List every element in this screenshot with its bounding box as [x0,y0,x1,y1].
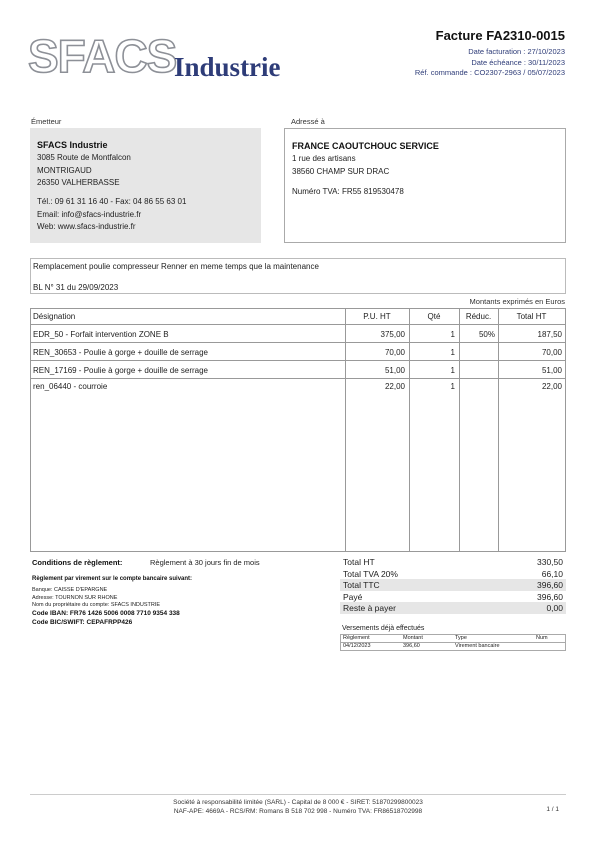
total-row [340,556,566,568]
payments-header-amount: Montant [403,635,423,641]
total-row [340,568,566,580]
row-designation: REN_30653 - Poulie à gorge + douille de serrage [33,348,209,357]
total-value: 396,60 [537,591,563,602]
row-quantity: 1 [450,366,455,375]
bank-transfer-title: Règlement par virement sur le compte bancaire suivant: [32,576,193,582]
table-row [31,343,565,361]
header-discount: Réduc. [465,312,492,321]
total-label: Reste à payer [343,603,396,613]
payment-type: Virement bancaire [455,643,500,649]
row-designation: EDR_50 - Forfait intervention ZONE B [33,330,169,339]
delivery-note-ref: BL N° 31 du 29/09/2023 [33,283,119,292]
logo-mark: SFACS [28,30,177,82]
issuer-address [37,152,131,190]
legal-footer [30,798,566,816]
total-value: 0,00 [546,603,563,613]
invoice-lines-table [30,308,566,552]
invoice-due-date: Date échéance : 30/11/2023 [471,57,565,67]
header-total: Total HT [516,312,547,321]
row-quantity: 1 [450,382,455,391]
total-row [340,579,566,591]
logo-word: Industrie [174,52,281,82]
bank-address: Adresse: TOURNON SUR RHONE [32,594,118,601]
currency-note: Montants exprimés en Euros [469,297,565,306]
client-name: FRANCE CAOUTCHOUC SERVICE [292,141,439,151]
row-designation: ren_06440 - courroie [33,382,108,391]
row-unit-price: 51,00 [384,366,405,375]
client-label: Adressé à [291,117,325,126]
client-address [292,153,389,178]
payments-header [341,635,565,643]
table-row [31,379,565,397]
total-row [340,591,566,603]
client-box [284,128,566,243]
table-row [31,361,565,379]
payments-header-type: Type [455,635,467,641]
total-value: 396,60 [537,580,563,590]
legal-line: Société à responsabilité limitée (SARL) - Capital de 8 000 € - SIRET: 51870299800023 [173,799,423,806]
issuer-box [30,128,261,243]
footer-divider [30,794,566,795]
row-unit-price: 70,00 [384,348,405,357]
total-label: Total TTC [343,580,380,590]
bank-codes [32,610,180,627]
total-row [340,602,566,614]
header-quantity: Qté [427,312,441,321]
payment-terms-value: Règlement à 30 jours fin de mois [150,558,260,567]
totals-block [340,556,566,614]
row-total: 22,00 [541,382,562,391]
page-number: 1 / 1 [546,806,559,813]
payments-title: Versements déjà effectués [342,625,425,632]
row-unit-price: 22,00 [384,382,405,391]
legal-line: NAF-APE: 4669A - RCS/RM: Romans B 518 702 998 - Numéro TVA: FR86518702998 [173,808,423,815]
client-vat-number: Numéro TVA: FR55 819530478 [292,187,404,196]
row-quantity: 1 [450,348,455,357]
payments-table [340,634,566,651]
account-owner: Nom du propriétaire du compte: SFACS INDUSTRIE [32,602,161,608]
payment-terms-label: Conditions de règlement: [32,558,123,567]
row-designation: REN_17169 - Poulie à gorge + douille de serrage [33,366,209,375]
invoice-title: Facture FA2310-0015 [435,28,565,43]
issuer-email: Email: info@sfacs-industrie.fr [37,209,142,219]
row-unit-price: 375,00 [380,330,405,339]
row-quantity: 1 [450,330,455,339]
issuer-name: SFACS Industrie [37,140,108,150]
row-total: 51,00 [541,366,562,375]
row-total: 70,00 [541,348,562,357]
issuer-address-line: 3085 Route de Montfalcon [37,153,131,162]
invoice-meta [415,47,565,79]
issuer-phone: Tél.: 09 61 31 16 40 - Fax: 04 86 55 63 01 [37,197,187,206]
total-label: Total HT [343,557,375,567]
row-total: 187,50 [537,330,562,339]
total-label: Payé [343,591,363,602]
note-line: Remplacement poulie compresseur Renner en meme temps que la maintenance [33,262,319,271]
company-logo [28,32,288,82]
payments-header-num: Num [536,635,548,641]
client-address-line: 1 rue des artisans [292,154,356,163]
header-unit-price: P.U. HT [363,312,391,321]
header-designation: Désignation [33,312,76,321]
issuer-address-line: MONTRIGAUD [37,165,92,175]
total-label: Total TVA 20% [343,568,398,579]
table-header [31,309,565,325]
issuer-contact [37,196,186,234]
payments-header-date: Règlement [343,635,370,641]
invoice-note [30,258,566,294]
row-discount: 50% [478,330,495,339]
invoice-date: Date facturation : 27/10/2023 [468,47,565,56]
total-value: 66,10 [541,568,563,579]
payment-date: 04/12/2023 [343,643,371,649]
payment-amount: 396,60 [403,643,420,649]
issuer-label: Émetteur [31,117,62,126]
table-row [31,325,565,343]
total-value: 330,50 [537,557,563,567]
bank-name: Banque: CAISSE D'EPARGNE [32,587,108,593]
issuer-web: Web: www.sfacs-industrie.fr [37,222,136,231]
issuer-address-line: 26350 VALHERBASSE [37,178,120,187]
bic-code: Code BIC/SWIFT: CEPAFRPP426 [32,618,133,626]
iban-code: Code IBAN: FR76 1426 5006 0008 7710 9354 338 [32,610,180,617]
bank-details [32,587,160,610]
client-address-line: 38560 CHAMP SUR DRAC [292,166,390,176]
invoice-order-ref: Réf. commande : CO2307-2963 / 05/07/2023 [414,68,565,77]
